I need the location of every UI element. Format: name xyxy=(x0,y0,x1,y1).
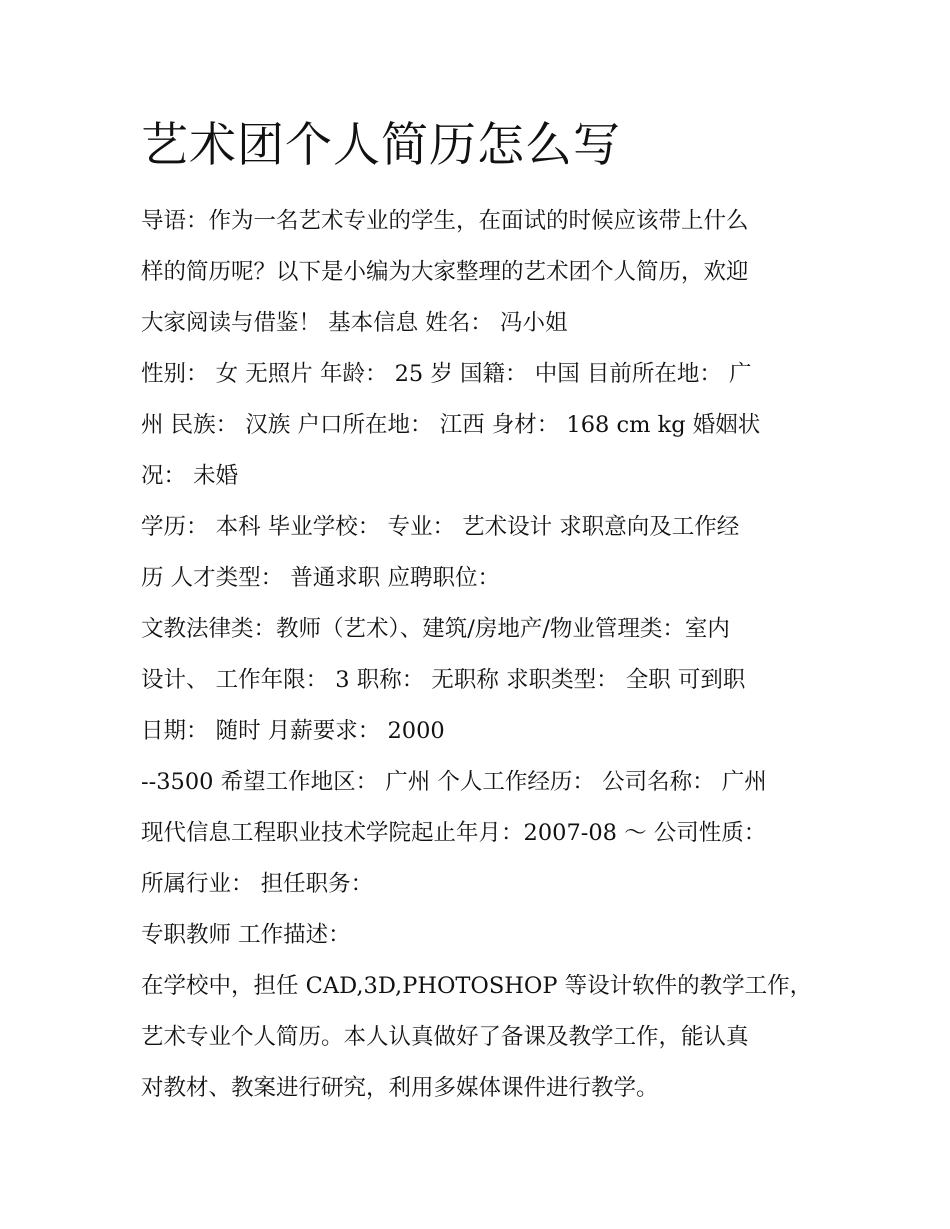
body-line: 所属行业： 担任职务： xyxy=(141,871,374,897)
body-line: --3500 希望工作地区： 广州 个人工作经历： 公司名称： 广州 xyxy=(141,769,767,795)
body-line: 况： 未婚 xyxy=(141,463,239,489)
body-line: 对教材、教案进行研究，利用多媒体课件进行教学。 xyxy=(141,1075,659,1101)
body-line: 在学校中，担任 CAD,3D,PHOTOSHOP 等设计软件的教学工作， xyxy=(141,973,813,999)
body-line: 学历： 本科 毕业学校： 专业： 艺术设计 求职意向及工作经 xyxy=(141,514,740,540)
body-line: 专职教师 工作描述： xyxy=(141,922,351,948)
body-line: 现代信息工程职业技术学院起止年月：2007-08 ～ 公司性质： xyxy=(141,820,767,846)
body-line: 设计、 工作年限： 3 职称： 无职称 求职类型： 全职 可到职 xyxy=(141,667,746,693)
body-line: 性别： 女 无照片 年龄： 25 岁 国籍： 中国 目前所在地： 广 xyxy=(141,361,752,387)
body-line: 文教法律类：教师（艺术）、建筑/房地产/物业管理类：室内 xyxy=(141,616,730,642)
body-line: 历 人才类型： 普通求职 应聘职位： xyxy=(141,565,500,591)
body-line: 大家阅读与借鉴！ 基本信息 姓名： 冯小姐 xyxy=(141,310,568,336)
document-title: 艺术团个人简历怎么写 xyxy=(141,118,621,173)
body-line: 样的简历呢？以下是小编为大家整理的艺术团个人简历，欢迎 xyxy=(141,259,749,285)
body-line: 州 民族： 汉族 户口所在地： 江西 身材： 168 cm kg 婚姻状 xyxy=(141,412,761,438)
body-line: 艺术专业个人简历。本人认真做好了备课及教学工作，能认真 xyxy=(141,1024,749,1050)
body-line: 导语：作为一名艺术专业的学生，在面试的时候应该带上什么 xyxy=(141,208,749,234)
body-line: 日期： 随时 月薪要求： 2000 xyxy=(141,718,445,744)
